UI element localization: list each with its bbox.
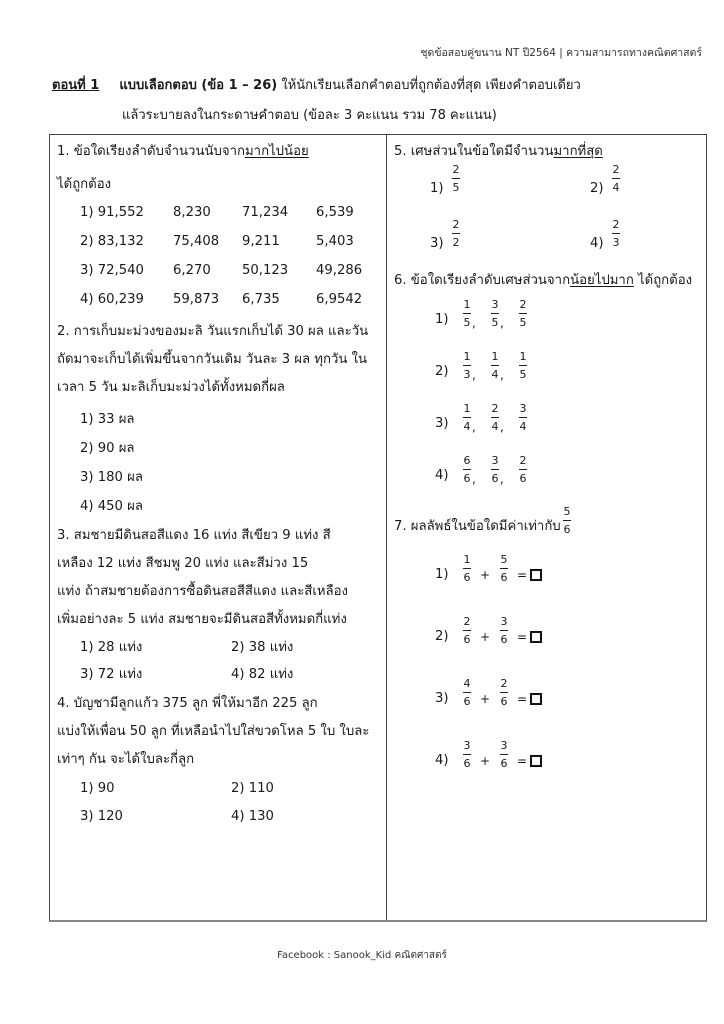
fraction-numerator: 3	[500, 615, 508, 628]
q1-choice-3-item[interactable]: 49,286	[316, 263, 363, 278]
q4-choice[interactable]: 3) 120	[80, 809, 123, 824]
fraction-numerator: 1	[491, 350, 499, 363]
q5-stem	[394, 140, 603, 161]
q1-choice-3-item[interactable]: 3) 72,540	[80, 263, 144, 278]
q5-choice-label[interactable]: 1)	[430, 181, 444, 196]
fraction-denominator: 4	[463, 420, 471, 433]
q7-fraction-b	[500, 739, 508, 770]
column-divider	[386, 135, 387, 920]
q7-choice-label[interactable]: 3)	[435, 691, 449, 706]
q1-choice-2-item[interactable]: 5,403	[316, 234, 354, 249]
q7-fraction-a	[463, 615, 471, 646]
page-footer: Facebook : Sanook_Kid คณิตศาสตร์	[277, 950, 447, 961]
q7-choice-label[interactable]: 2)	[435, 629, 449, 644]
fraction-bar	[500, 692, 508, 693]
q3-choice[interactable]: 2) 38 แท่ง	[231, 640, 294, 655]
fraction-denominator: 6	[519, 472, 527, 485]
answer-box-icon[interactable]	[530, 693, 542, 705]
fraction-bar	[612, 178, 620, 179]
q5-choice-fraction	[452, 163, 460, 194]
q1-choice-1-item[interactable]: 6,539	[316, 205, 354, 220]
fraction-numerator: 2	[612, 218, 620, 231]
q5-choice-label[interactable]: 4)	[590, 236, 604, 251]
fraction-denominator: 2	[452, 236, 460, 249]
fraction-denominator: 6	[500, 633, 508, 646]
q7-target-fraction	[563, 505, 571, 536]
q6-fraction	[463, 402, 471, 433]
q1-choice-4-item[interactable]: 6,735	[242, 292, 280, 307]
q7-fraction-a	[463, 553, 471, 584]
page-header: ชุดข้อสอบคู่ขนาน NT ปี2564 | ความสามารถทางคณิตศาสตร์	[420, 47, 702, 59]
fraction-denominator: 3	[463, 368, 471, 381]
fraction-bar	[491, 313, 499, 314]
q1-stem	[57, 140, 309, 161]
fraction-denominator: 4	[612, 181, 620, 194]
q3-stem-line: 3. สมชายมีดินสอสีแดง 16 แท่ง สีเขียว 9 แท่ง สี	[57, 528, 331, 543]
fraction-numerator: 2	[500, 677, 508, 690]
fraction-denominator: 4	[491, 420, 499, 433]
q7-fraction-b	[500, 553, 508, 584]
plus-sign: +	[480, 630, 491, 644]
q1-choice-1-item[interactable]: 71,234	[242, 205, 289, 220]
fraction-numerator: 1	[519, 350, 527, 363]
fraction-bar	[563, 520, 571, 521]
q6-choice-label[interactable]: 2)	[435, 364, 449, 379]
q6-fraction	[491, 454, 499, 485]
q7-choice-label[interactable]: 1)	[435, 567, 449, 582]
fraction-numerator: 2	[491, 402, 499, 415]
q1-choice-1-item[interactable]: 8,230	[173, 205, 211, 220]
fraction-bar	[500, 630, 508, 631]
q1-choice-1-item[interactable]: 1) 91,552	[80, 205, 144, 220]
equals-sign: =	[517, 568, 528, 582]
q1-choice-4-item[interactable]: 6,9542	[316, 292, 363, 307]
comma: ,	[500, 420, 504, 434]
q3-choice[interactable]: 4) 82 แท่ง	[231, 667, 294, 682]
fraction-numerator: 2	[463, 615, 471, 628]
q4-choice[interactable]: 4) 130	[231, 809, 274, 824]
q4-stem-line: เท่าๆ กัน จะได้ใบละกี่ลูก	[57, 752, 195, 767]
comma: ,	[500, 368, 504, 382]
fraction-numerator: 3	[491, 454, 499, 467]
q7-fraction-b	[500, 615, 508, 646]
fraction-numerator: 2	[519, 454, 527, 467]
q2-stem-line: เวลา 5 วัน มะลิเก็บมะม่วงได้ทั้งหมดกี่ผล	[57, 380, 285, 395]
fraction-bar	[452, 233, 460, 234]
q6-suffix: ได้ถูกต้อง	[633, 273, 693, 288]
q1-choice-3-item[interactable]: 6,270	[173, 263, 211, 278]
comma: ,	[500, 316, 504, 330]
fraction-denominator: 5	[452, 181, 460, 194]
q3-stem-line: เพิ่มอย่างละ 5 แท่ง สมชายจะมีดินสอสีทั้งหมดกี่แท่ง	[57, 612, 347, 627]
fraction-numerator: 4	[463, 677, 471, 690]
q7-fraction-a	[463, 739, 471, 770]
q6-fraction	[519, 350, 527, 381]
fraction-denominator: 6	[463, 633, 471, 646]
comma: ,	[500, 472, 504, 486]
fraction-bar	[452, 178, 460, 179]
q4-stem-line: 4. บัญชามีลูกแก้ว 375 ลูก พี่ให้มาอีก 225 ลูก	[57, 696, 318, 711]
comma: ,	[472, 472, 476, 486]
q1-choice-2-item[interactable]: 2) 83,132	[80, 234, 144, 249]
comma: ,	[472, 420, 476, 434]
q6-fraction	[519, 454, 527, 485]
fraction-numerator: 2	[519, 298, 527, 311]
equals-sign: =	[517, 754, 528, 768]
fraction-denominator: 6	[491, 472, 499, 485]
q6-fraction	[463, 454, 471, 485]
fraction-numerator: 1	[463, 553, 471, 566]
q5-prefix: 5. เศษส่วนในข้อใดมีจำนวน	[394, 144, 554, 159]
fraction-bar	[463, 469, 471, 470]
q1-choice-2-item[interactable]: 9,211	[242, 234, 280, 249]
q3-choice[interactable]: 3) 72 แท่ง	[80, 667, 143, 682]
fraction-bar	[463, 417, 471, 418]
section-label: ตอนที่ 1	[52, 78, 100, 93]
q1-choice-4-item[interactable]: 4) 60,239	[80, 292, 144, 307]
fraction-bar	[463, 754, 471, 755]
fraction-bar	[463, 568, 471, 569]
q6-choice-label[interactable]: 1)	[435, 312, 449, 327]
q2-choice[interactable]: 2) 90 ผล	[80, 441, 135, 456]
fraction-numerator: 3	[519, 402, 527, 415]
fraction-denominator: 6	[500, 757, 508, 770]
fraction-numerator: 3	[491, 298, 499, 311]
fraction-numerator: 2	[452, 218, 460, 231]
fraction-denominator: 4	[491, 368, 499, 381]
q6-choice-label[interactable]: 4)	[435, 468, 449, 483]
q4-choice[interactable]: 2) 110	[231, 781, 274, 796]
q6-stem	[394, 269, 692, 290]
section-instruction-line2: แล้วระบายลงในกระดาษคำตอบ (ข้อละ 3 คะแนน รวม 78 คะแนน)	[122, 108, 497, 123]
q2-choice[interactable]: 3) 180 ผล	[80, 470, 143, 485]
fraction-denominator: 5	[463, 316, 471, 329]
fraction-bar	[500, 568, 508, 569]
fraction-denominator: 6	[463, 571, 471, 584]
fraction-bar	[519, 365, 527, 366]
q6-fraction	[519, 298, 527, 329]
fraction-bar	[491, 417, 499, 418]
q7-fraction-a	[463, 677, 471, 708]
fraction-numerator: 5	[500, 553, 508, 566]
q3-choice[interactable]: 1) 28 แท่ง	[80, 640, 143, 655]
fraction-numerator: 2	[452, 163, 460, 176]
q6-emphasis: น้อยไปมาก	[570, 273, 634, 288]
fraction-denominator: 6	[500, 695, 508, 708]
fraction-numerator: 6	[463, 454, 471, 467]
q6-fraction	[519, 402, 527, 433]
answer-box-icon[interactable]	[530, 569, 542, 581]
fraction-numerator: 3	[500, 739, 508, 752]
fraction-bar	[463, 313, 471, 314]
q5-choice-fraction	[612, 218, 620, 249]
q1-choice-2-item[interactable]: 75,408	[173, 234, 220, 249]
q3-stem-line: แท่ง ถ้าสมชายต้องการซื้อดินสอสีสีแดง และสีเหลือง	[57, 584, 349, 599]
comma: ,	[472, 368, 476, 382]
fraction-denominator: 5	[519, 368, 527, 381]
q2-stem-line: ถัดมาจะเก็บได้เพิ่มขึ้นจากวันเดิม วันละ 3 ผล ทุกวัน ใน	[57, 352, 368, 367]
q7-stem: 7. ผลลัพธ์ในข้อใดมีค่าเท่ากับ	[394, 519, 561, 534]
fraction-numerator: 5	[563, 505, 571, 518]
q2-choice[interactable]: 4) 450 ผล	[80, 499, 143, 514]
fraction-numerator: 1	[463, 350, 471, 363]
q5-emphasis: มากที่สุด	[553, 144, 603, 159]
q2-stem-line: 2. การเก็บมะม่วงของมะลิ วันแรกเก็บได้ 30 ผล และวัน	[57, 324, 369, 339]
q1-choice-3-item[interactable]: 50,123	[242, 263, 289, 278]
answer-box-icon[interactable]	[530, 631, 542, 643]
section-heading	[52, 74, 581, 95]
q5-choice-fraction	[452, 218, 460, 249]
fraction-denominator: 6	[500, 571, 508, 584]
q1-stem-line2: ได้ถูกต้อง	[57, 177, 112, 192]
fraction-numerator: 2	[612, 163, 620, 176]
fraction-bar	[519, 469, 527, 470]
fraction-bar	[612, 233, 620, 234]
plus-sign: +	[480, 754, 491, 768]
q5-choice-label[interactable]: 3)	[430, 236, 444, 251]
fraction-denominator: 3	[612, 236, 620, 249]
q1-prefix: 1. ข้อใดเรียงลำดับจำนวนนับจาก	[57, 144, 245, 159]
answer-box-icon[interactable]	[530, 755, 542, 767]
fraction-bar	[463, 692, 471, 693]
fraction-denominator: 6	[463, 472, 471, 485]
fraction-denominator: 5	[491, 316, 499, 329]
q6-fraction	[491, 402, 499, 433]
q7-choice-label[interactable]: 4)	[435, 753, 449, 768]
fraction-denominator: 6	[463, 757, 471, 770]
q3-stem-line: เหลือง 12 แท่ง สีชมพู 20 แท่ง และสีม่วง 15	[57, 556, 309, 571]
q6-fraction	[491, 350, 499, 381]
q5-choice-fraction	[612, 163, 620, 194]
section-title: แบบเลือกตอบ (ข้อ 1 – 26)	[119, 78, 278, 93]
q5-choice-label[interactable]: 2)	[590, 181, 604, 196]
plus-sign: +	[480, 692, 491, 706]
fraction-bar	[519, 313, 527, 314]
fraction-bar	[500, 754, 508, 755]
fraction-bar	[519, 417, 527, 418]
fraction-denominator: 5	[519, 316, 527, 329]
question-box	[49, 134, 707, 922]
section-instruction: ให้นักเรียนเลือกคำตอบที่ถูกต้องที่สุด เพียงคำตอบเดียว	[277, 78, 581, 93]
q1-choice-4-item[interactable]: 59,873	[173, 292, 220, 307]
fraction-numerator: 3	[463, 739, 471, 752]
q4-choice[interactable]: 1) 90	[80, 781, 115, 796]
q6-choice-label[interactable]: 3)	[435, 416, 449, 431]
q6-fraction	[463, 298, 471, 329]
fraction-numerator: 1	[463, 298, 471, 311]
fraction-denominator: 4	[519, 420, 527, 433]
fraction-denominator: 6	[563, 523, 571, 536]
fraction-bar	[491, 469, 499, 470]
q7-fraction-b	[500, 677, 508, 708]
q4-stem-line: แบ่งให้เพื่อน 50 ลูก ที่เหลือนำไปใส่ขวดโหล 5 ใบ ใบละ	[57, 724, 370, 739]
fraction-bar	[463, 365, 471, 366]
q6-prefix: 6. ข้อใดเรียงลำดับเศษส่วนจาก	[394, 273, 571, 288]
q6-fraction	[463, 350, 471, 381]
q6-fraction	[491, 298, 499, 329]
fraction-bar	[463, 630, 471, 631]
fraction-bar	[491, 365, 499, 366]
q2-choice[interactable]: 1) 33 ผล	[80, 412, 135, 427]
equals-sign: =	[517, 692, 528, 706]
plus-sign: +	[480, 568, 491, 582]
comma: ,	[472, 316, 476, 330]
equals-sign: =	[517, 630, 528, 644]
fraction-denominator: 6	[463, 695, 471, 708]
q1-emphasis: มากไปน้อย	[244, 144, 309, 159]
fraction-numerator: 1	[463, 402, 471, 415]
